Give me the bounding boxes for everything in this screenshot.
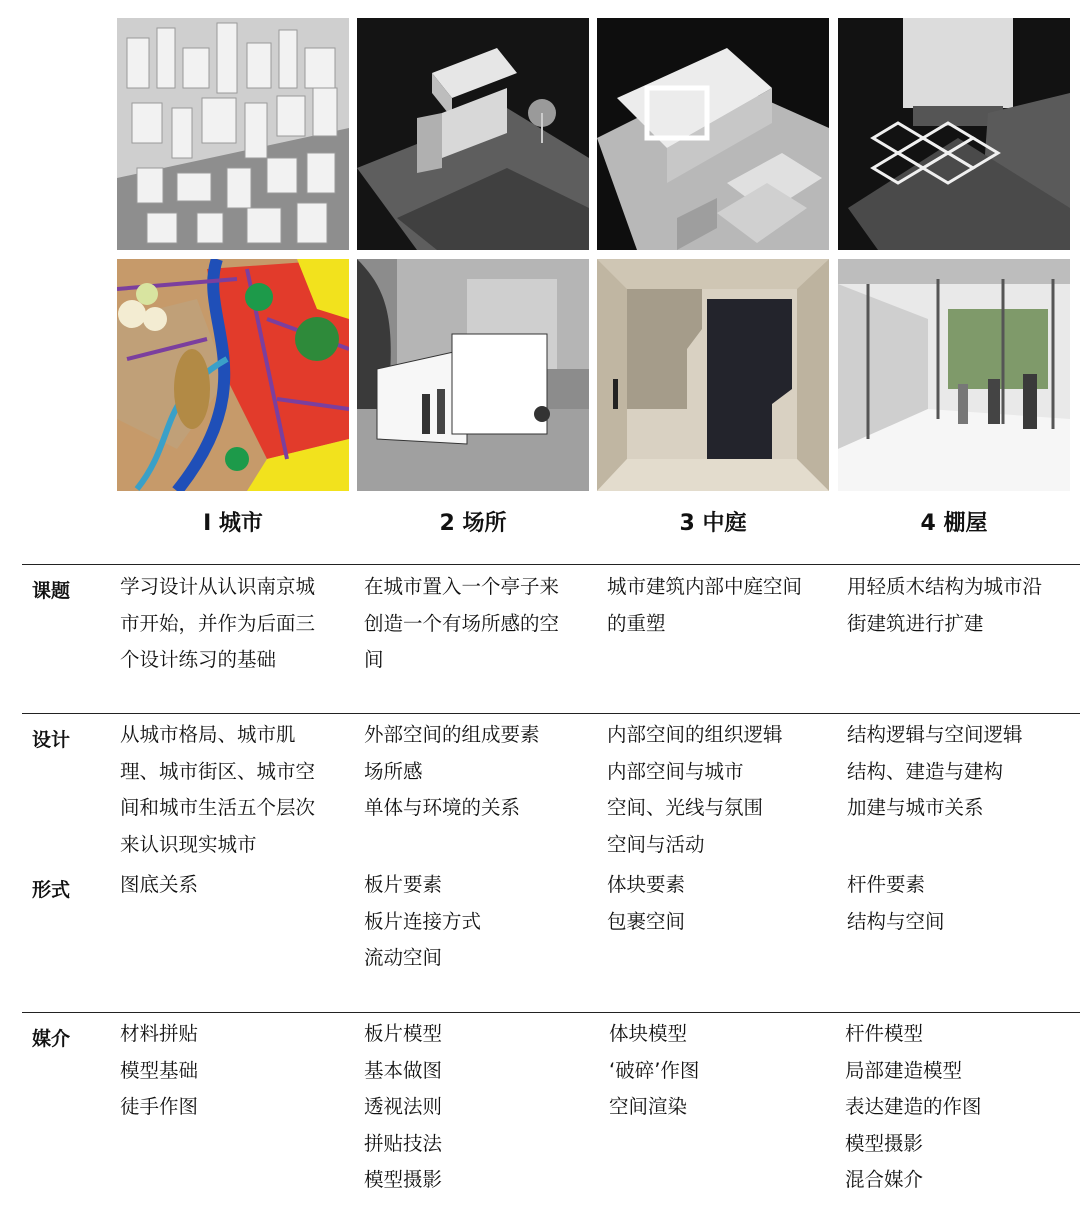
column-title-shed: 4 棚屋 [920,511,988,536]
cell-media-courtyard: 体块模型 ‘破碎’作图 空间渲染 [609,1022,700,1118]
row-label-form: 形式 [32,879,71,901]
cell-media-place: 板片模型 基本做图 透视法则 拼贴技法 模型摄影 [364,1022,443,1191]
row-label-design: 设计 [32,729,71,751]
rule-after-form [22,1012,1080,1013]
cell-design-shed: 结构逻辑与空间逻辑 结构、建造与建构 加建与城市关系 [847,723,1023,819]
cell-topic-shed: 用轻质木结构为城市沿 街建筑进行扩建 [847,575,1043,635]
city-model-photo [117,18,349,250]
row-label-media: 媒介 [32,1028,71,1050]
column-title-city: I 城市 [203,511,263,536]
cell-media-city: 材料拼贴 模型基础 徒手作图 [120,1022,199,1118]
shed-model-photo [838,18,1070,250]
row-label-topic: 课题 [32,580,71,602]
column-title-place: 2 场所 [439,511,507,536]
cell-design-place: 外部空间的组成要素 场所感 单体与环境的关系 [364,723,540,819]
courtyard-interior-render [597,259,829,491]
street-arcade-render [838,259,1070,491]
cell-topic-place: 在城市置入一个亭子来 创造一个有场所感的空 间 [364,575,560,671]
cell-design-city: 从城市格局、城市肌 理、城市街区、城市空 间和城市生活五个层次 来认识现实城市 [120,723,316,856]
rule-after-topic [22,713,1080,714]
cell-topic-city: 学习设计从认识南京城 市开始，并作为后面三 个设计练习的基础 [120,575,316,671]
cell-form-courtyard: 体块要素 包裹空间 [607,873,686,933]
material-collage-map [117,259,349,491]
cell-media-shed: 杆件模型 局部建造模型 表达建造的作图 模型摄影 混合媒介 [845,1022,982,1191]
rule-top [22,564,1080,565]
cell-form-city: 图底关系 [120,873,199,896]
courtyard-model-photo [597,18,829,250]
cell-design-courtyard: 内部空间的组织逻辑 内部空间与城市 空间、光线与氛围 空间与活动 [607,723,783,856]
cell-form-shed: 杆件要素 结构与空间 [847,873,945,933]
pavilion-model-photo [357,18,589,250]
column-title-courtyard: 3 中庭 [679,511,747,536]
cell-form-place: 板片要素 板片连接方式 流动空间 [364,873,482,969]
pavilion-perspective-collage [357,259,589,491]
cell-topic-courtyard: 城市建筑内部中庭空间 的重塑 [607,575,803,635]
